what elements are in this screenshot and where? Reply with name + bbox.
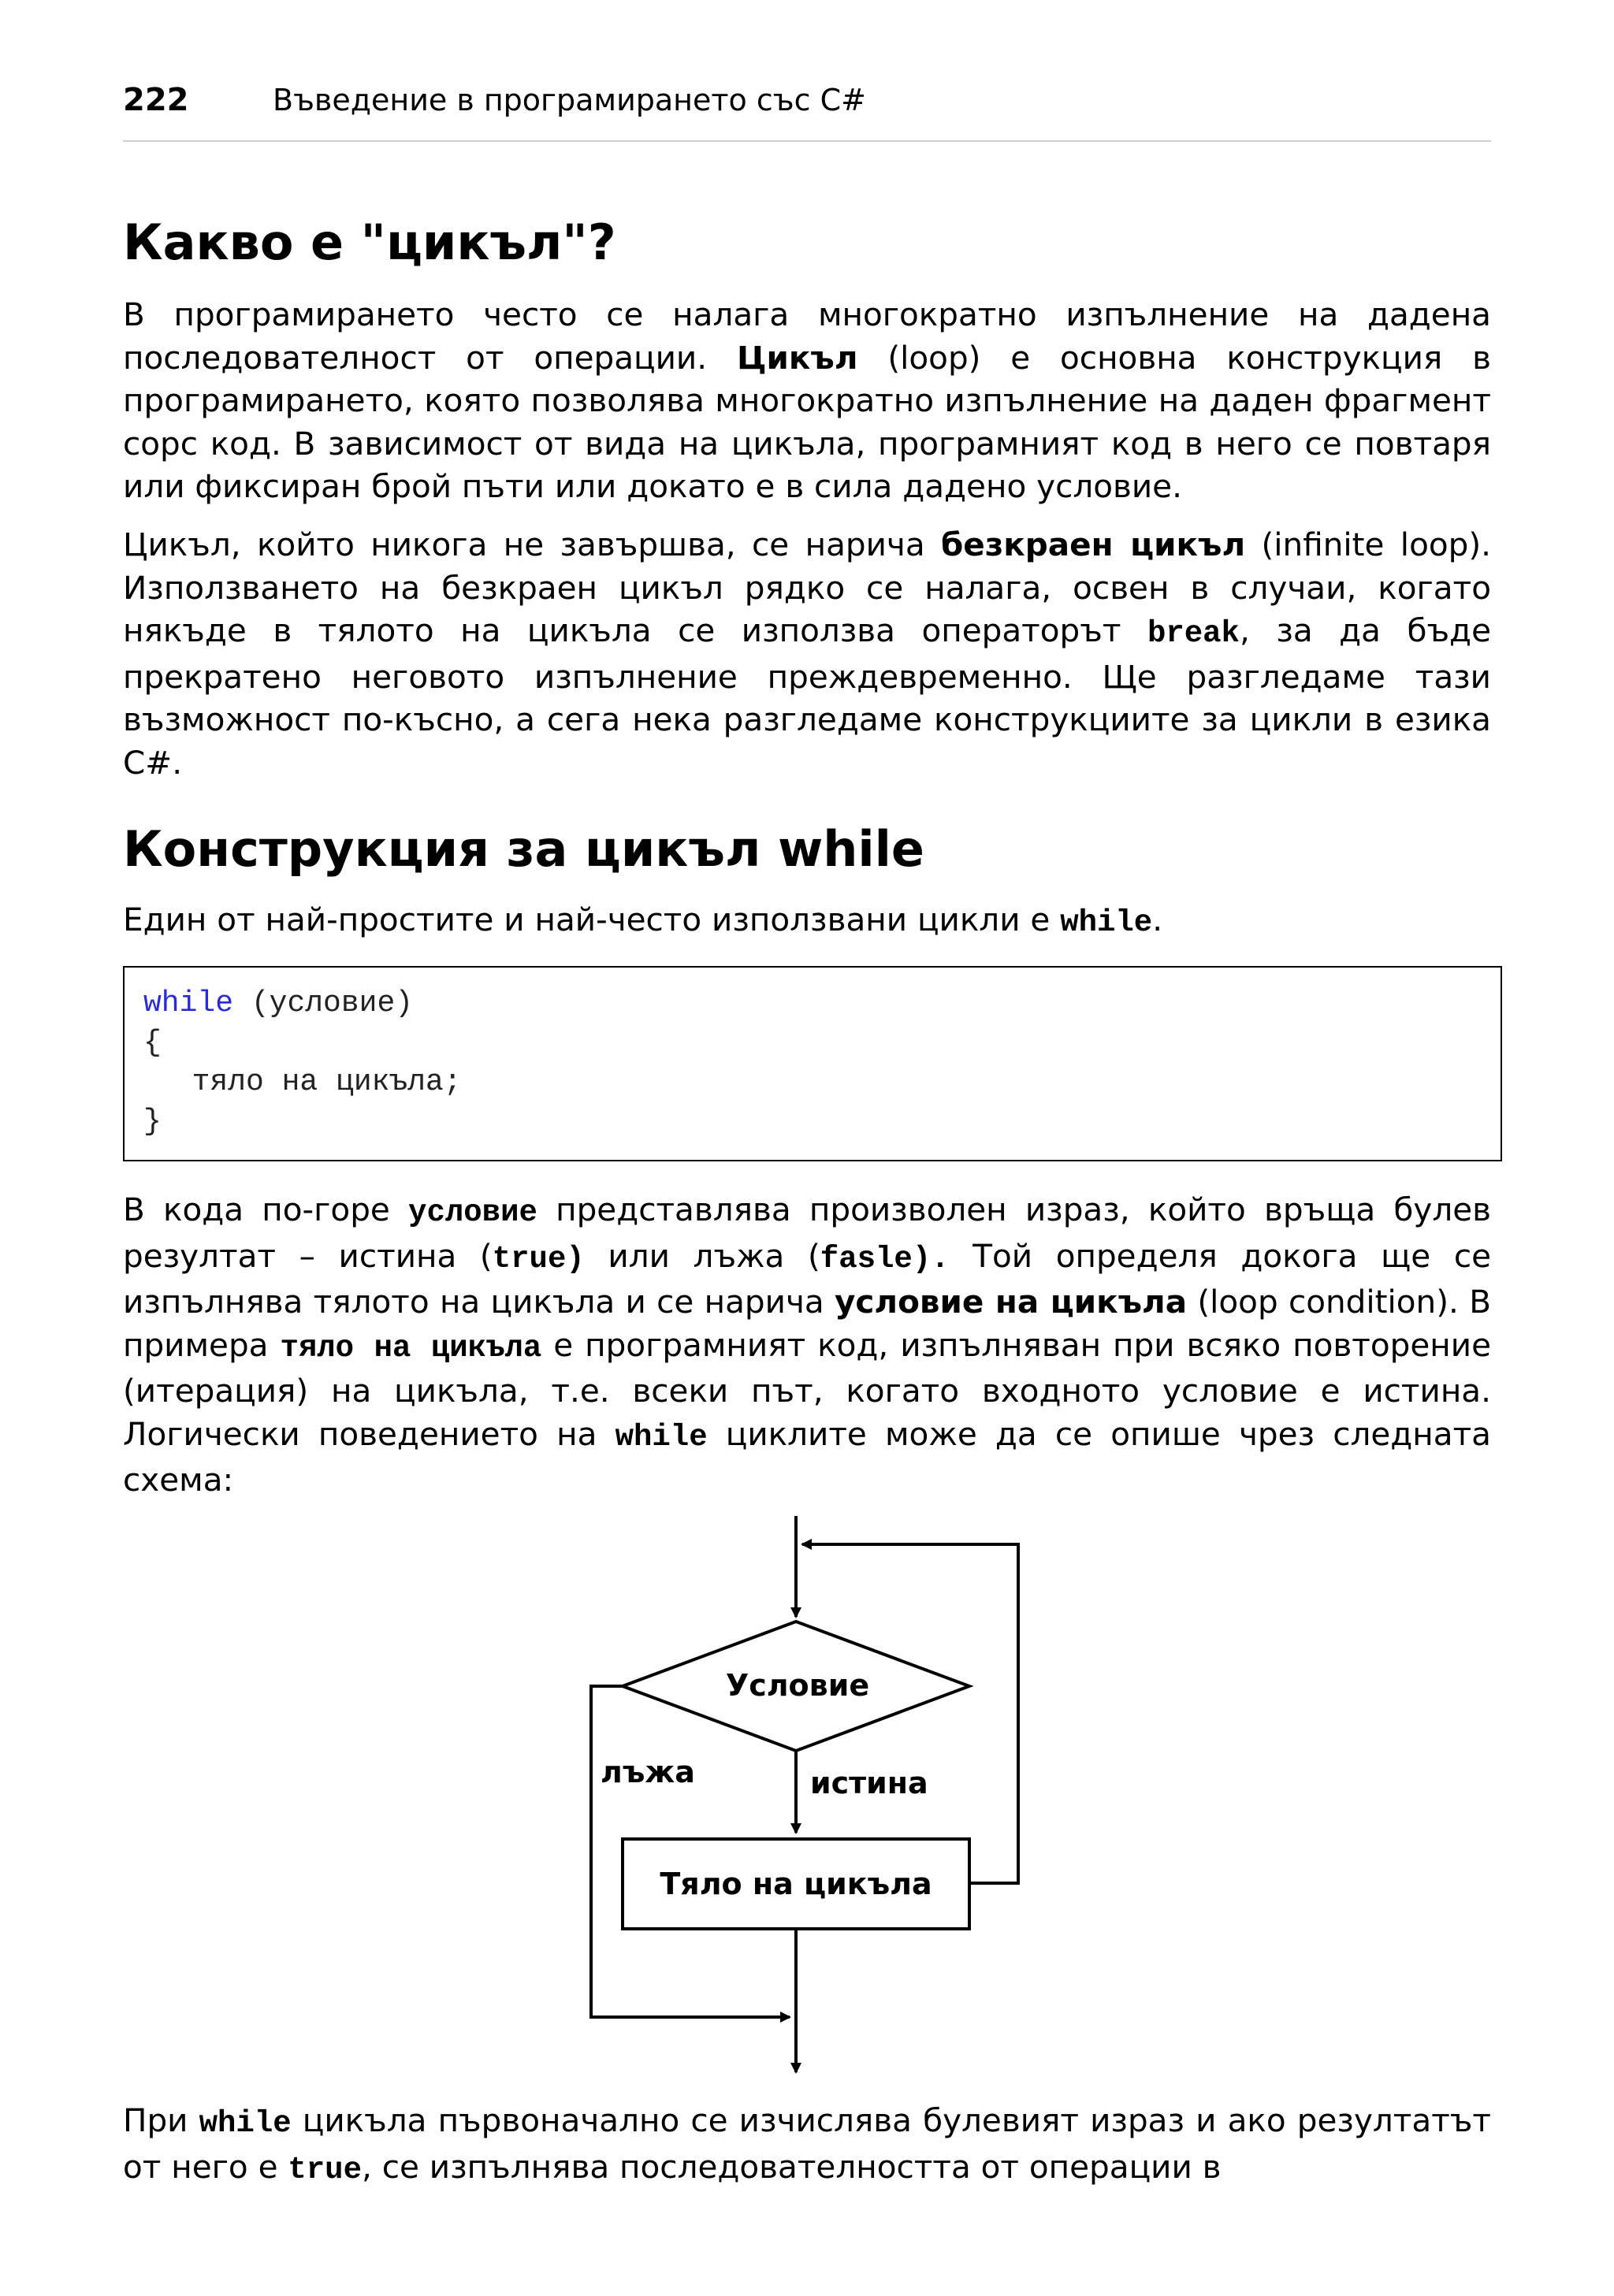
inline-code: while [615, 1419, 708, 1455]
text: Един от най-простите и най-често използвани цикли е [123, 901, 1061, 938]
code-line-open-brace: { [143, 1026, 162, 1060]
bold-term: безкраен цикъл [941, 526, 1246, 563]
text: е програмният код, изпълняван при всяко повторение (итерация) на цикъла, т.е. всеки път, когато входното условие е истина. Логически поведението на [123, 1325, 1491, 1453]
inline-code: fasle). [820, 1241, 950, 1276]
text: , за да бъде прекратено неговото изпълнение преждевременно. Ще разгледаме тази възможност по-късно, а сега нека разгледаме конструкциите за цикли в езика C#. [123, 611, 1491, 782]
text: В програмирането често се налага многократно изпълнение на дадена последователност от операции. [123, 295, 1491, 377]
text: . [1152, 901, 1163, 938]
inline-code: условие [408, 1195, 537, 1230]
text: или лъжа ( [584, 1236, 820, 1275]
page-number: 222 [123, 82, 189, 118]
bold-term: условие на цикъла [835, 1283, 1188, 1321]
inline-code: true [288, 2152, 362, 2187]
text: В кода по-горе [123, 1191, 409, 1228]
text: (loop) е основна конструкция в програмирането, която позволява многократно изпълнение на даден фрагмент сорс код. В зависимост от вида на цикъла, програмният код в него се повтаря или фиксиран брой пъти или докато е в сила дадено условие. [123, 338, 1491, 505]
text: (loop condition). В примера [123, 1283, 1491, 1364]
text: представлява произволен израз, който връща булев резултат – истина ( [123, 1191, 1491, 1275]
code-line-close-brace: } [143, 1105, 162, 1139]
inline-code: true) [492, 1241, 585, 1276]
text: При [123, 2101, 199, 2139]
text: цикъла първоначално се изчислява булевият израз и ако резултатът от него е [123, 2101, 1492, 2186]
running-title: Въведение в програмирането със C# [273, 83, 866, 117]
text: циклите може да се опише чрез следната схема: [123, 1414, 1491, 1499]
heading-while-loop: Конструкция за цикъл while [123, 820, 924, 878]
inline-code: break [1147, 616, 1240, 651]
inline-code: while [199, 2106, 292, 2141]
diagram-true-label: истина [810, 1766, 928, 1800]
inline-code: while [1060, 905, 1153, 940]
code-condition: (условие) [233, 986, 414, 1020]
diagram-false-label: лъжа [601, 1755, 695, 1789]
inline-code: тяло на цикъла [280, 1330, 542, 1365]
text: Цикъл, който никога не завършва, се нарича [123, 526, 942, 563]
code-line-body: тяло на цикъла; [156, 1065, 462, 1099]
diagram-body-label: Тяло на цикъла [660, 1867, 932, 1901]
bold-term: Цикъл [736, 338, 858, 377]
diagram-condition-label: Условие [725, 1668, 870, 1703]
text: , се изпълнява последователността от операции в [362, 2147, 1222, 2186]
heading-what-is-loop: Какво е "цикъл"? [123, 214, 616, 271]
text: (infinite loop). Използването на безкраен цикъл рядко се налага, освен в случаи, когато някъде в тялото на цикъла се използва операторът [123, 526, 1492, 649]
code-keyword: while [143, 986, 234, 1020]
text: Той определя докога ще се изпълнява тялото на цикъла и се нарича [123, 1236, 1491, 1321]
